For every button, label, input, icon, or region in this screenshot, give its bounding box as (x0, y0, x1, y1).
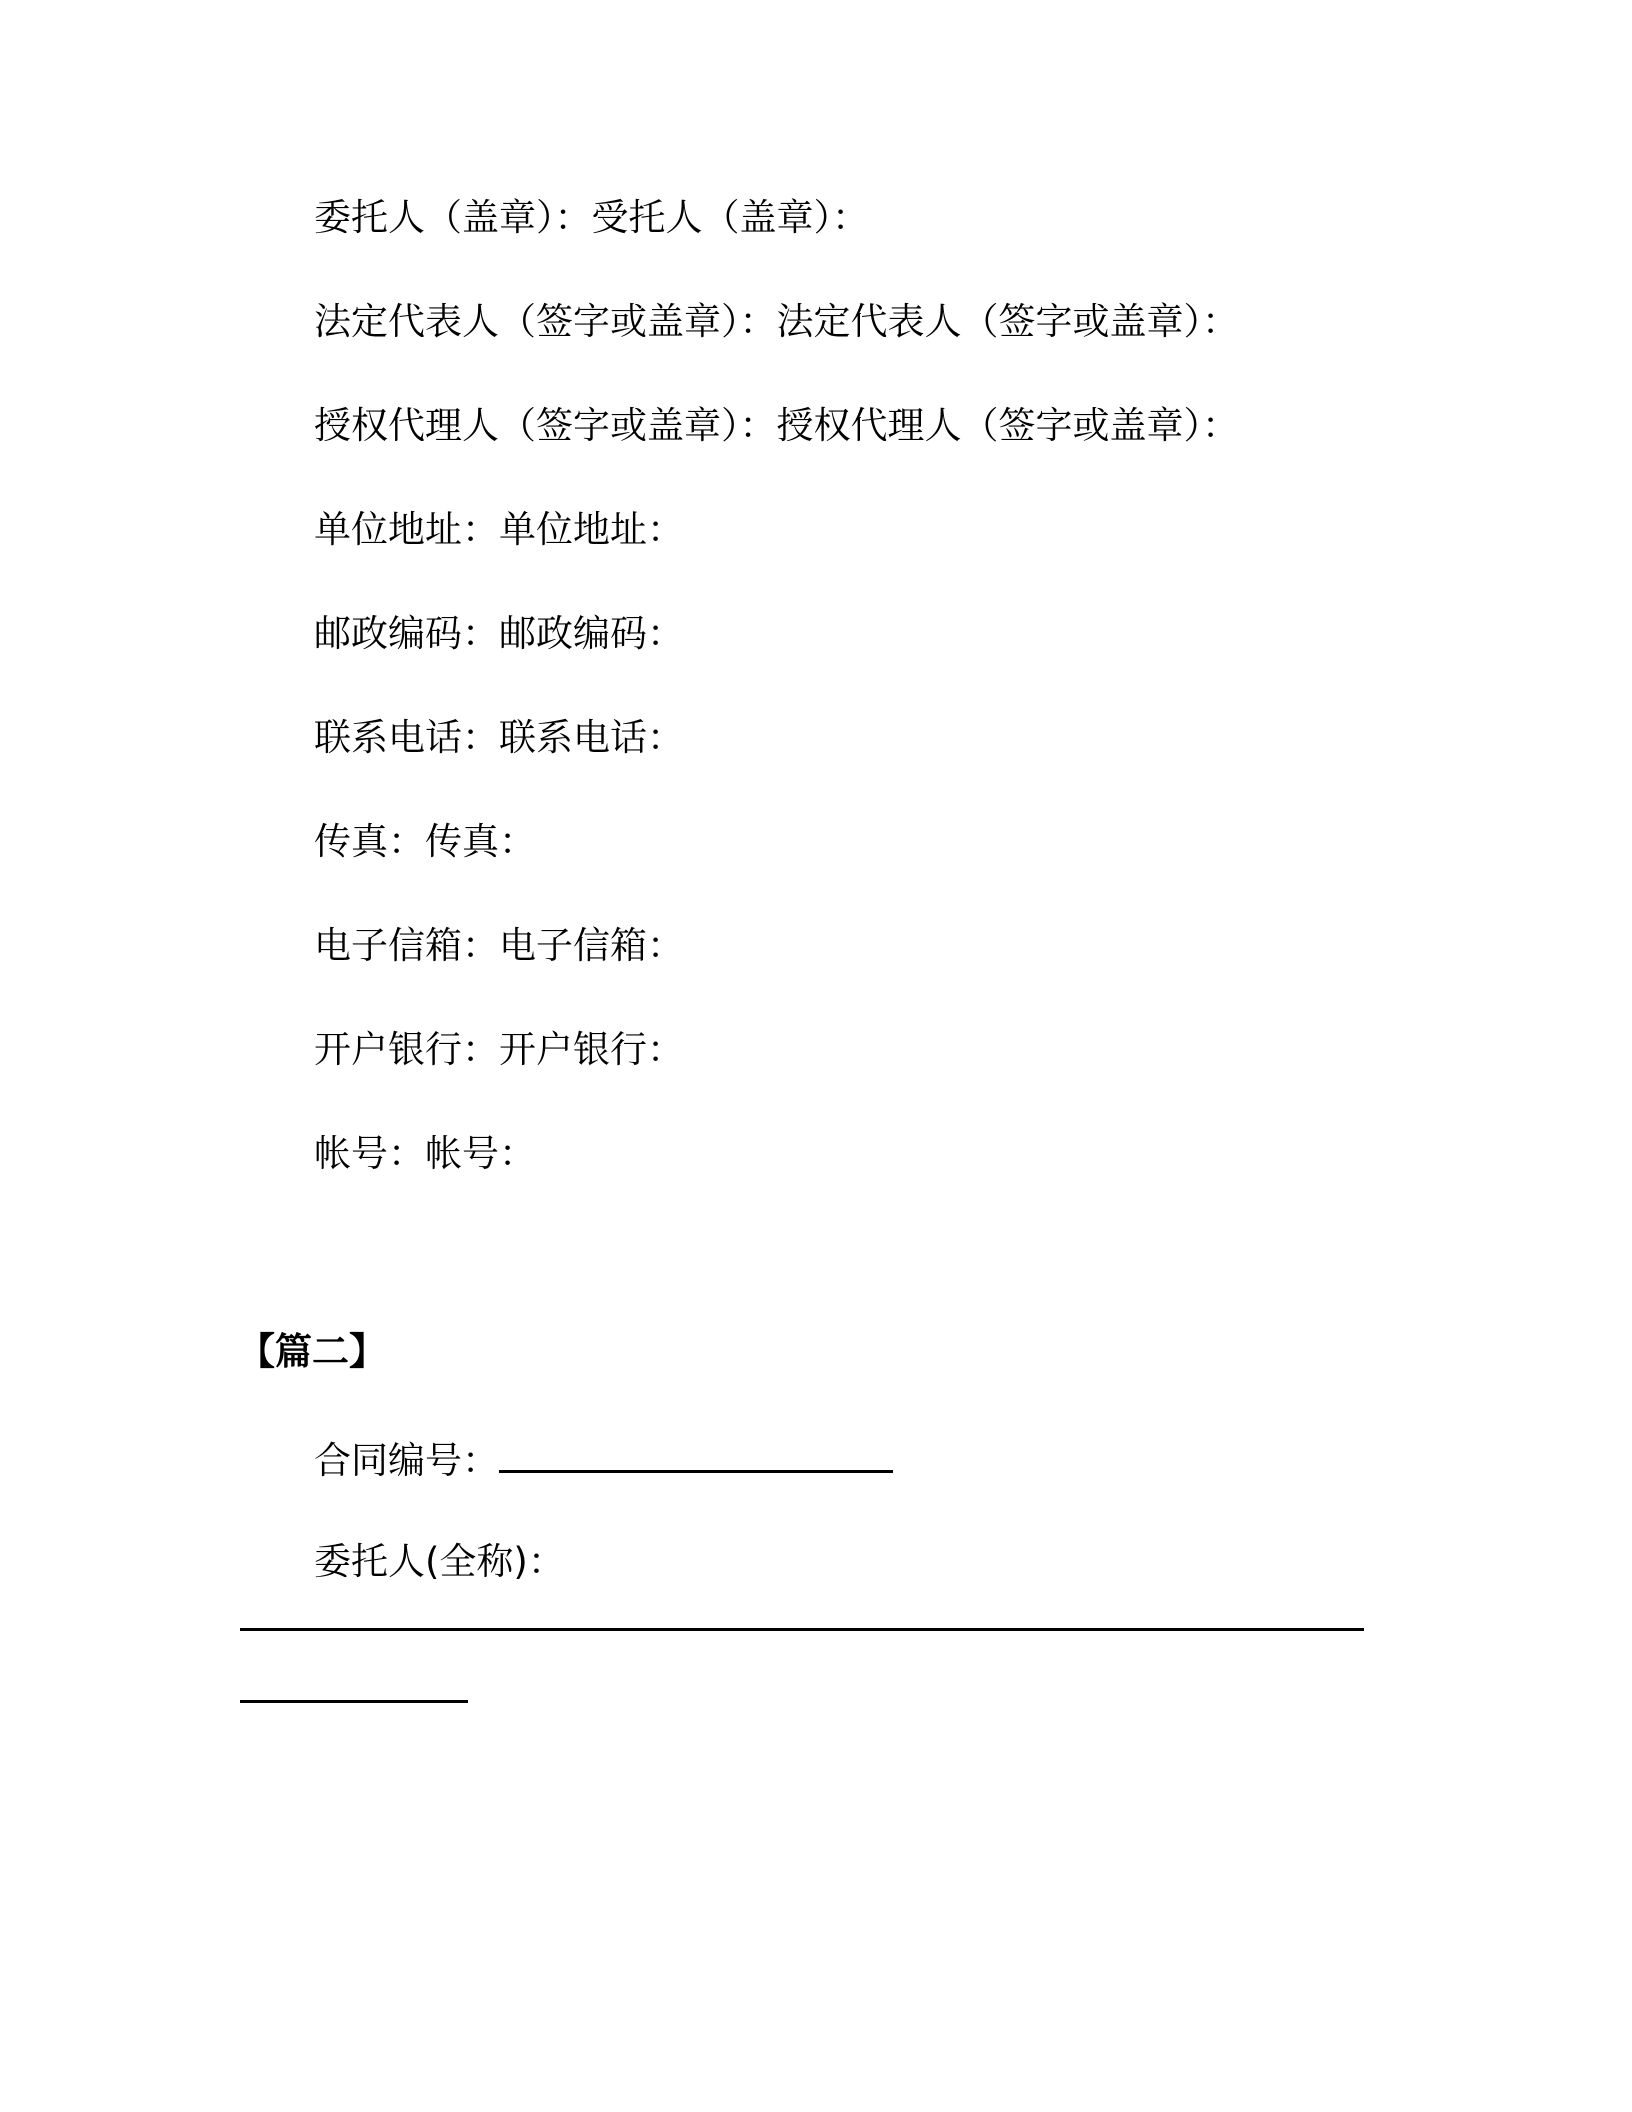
signature-line-postal-code: 邮政编码：邮政编码： (314, 612, 684, 655)
signature-line-bank: 开户银行：开户银行： (314, 1028, 684, 1071)
signature-line-phone: 联系电话：联系电话： (314, 716, 684, 759)
contract-number-blank (499, 1434, 893, 1473)
signature-line-fax: 传真：传真： (314, 820, 536, 863)
signature-line-authorized-agent: 授权代理人（签字或盖章）：授权代理人（签字或盖章）： (314, 404, 1239, 447)
section-heading: 【篇二】 (238, 1330, 386, 1373)
signature-line-legal-rep: 法定代表人（签字或盖章）：法定代表人（签字或盖章）： (314, 300, 1239, 343)
signature-line-account: 帐号：帐号： (314, 1132, 536, 1175)
signature-line-email: 电子信箱：电子信箱： (314, 924, 684, 967)
contract-number-row (314, 1434, 893, 1485)
signature-line-seal: 委托人（盖章）：受托人（盖章）： (314, 196, 869, 239)
principal-fill-line-2 (240, 1700, 468, 1703)
signature-line-address: 单位地址：单位地址： (314, 508, 684, 551)
principal-label: 委托人(全称)： (314, 1540, 565, 1583)
principal-fill-line-1 (240, 1628, 1364, 1631)
contract-number-label: 合同编号： (314, 1439, 499, 1482)
